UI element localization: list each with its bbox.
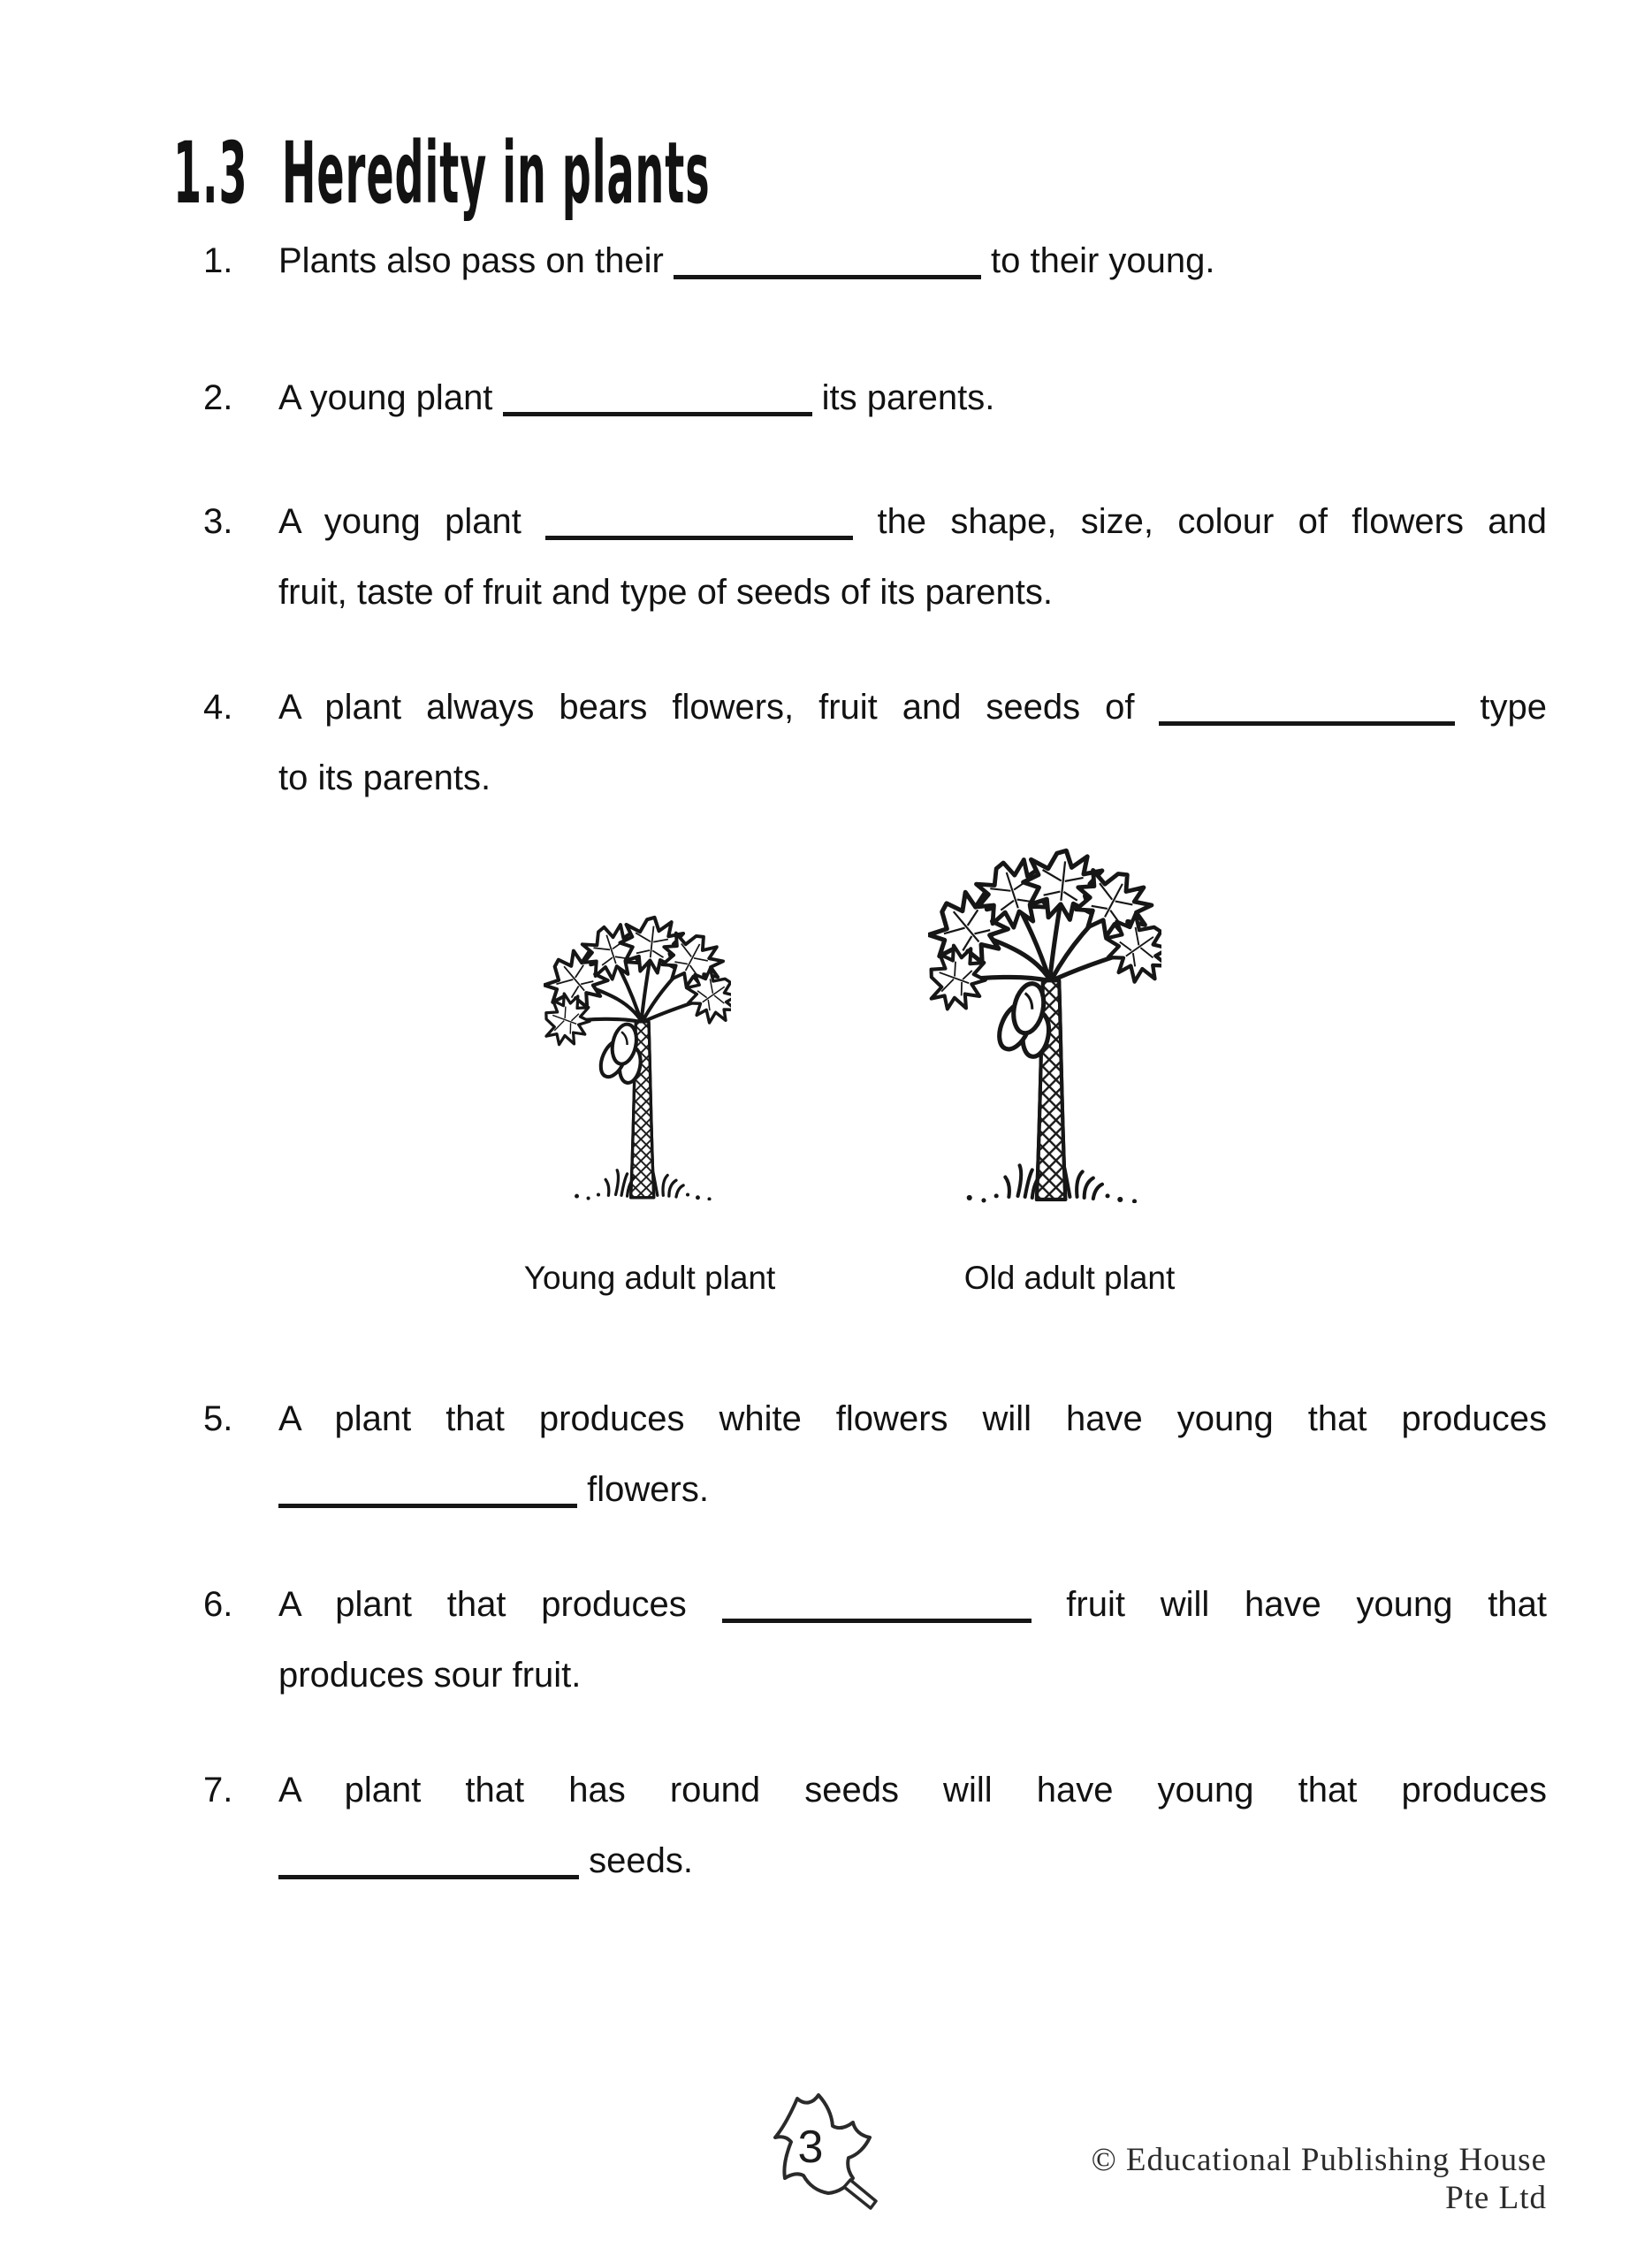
question-4 bbox=[203, 672, 1564, 813]
question-line bbox=[278, 1825, 1547, 1896]
question-text: its parents. bbox=[811, 378, 995, 417]
section-number: 1.3 bbox=[173, 124, 248, 223]
young-plant-illustration bbox=[544, 912, 731, 1200]
question-text: the shape, size, colour of flowers and bbox=[853, 502, 1548, 541]
question-number: 4. bbox=[203, 688, 233, 727]
question-number: 7. bbox=[203, 1771, 233, 1810]
question-line bbox=[278, 557, 1547, 628]
question-line bbox=[278, 225, 1547, 296]
question-6 bbox=[203, 1569, 1564, 1711]
question-text: seeds. bbox=[579, 1841, 693, 1880]
question-text: to their young. bbox=[980, 241, 1215, 280]
question-text: A plant always bears flowers, fruit and seeds of bbox=[278, 688, 1160, 727]
question-3 bbox=[203, 486, 1564, 628]
answer-blank[interactable] bbox=[1159, 691, 1455, 726]
question-line bbox=[278, 1569, 1547, 1640]
question-text: produces sour fruit. bbox=[278, 1656, 582, 1695]
question-line bbox=[278, 672, 1547, 743]
answer-blank[interactable] bbox=[722, 1589, 1032, 1623]
question-line bbox=[278, 1454, 1547, 1525]
question-number: 3. bbox=[203, 502, 233, 541]
question-text: fruit, taste of fruit and type of seeds of its parents. bbox=[278, 573, 1054, 612]
question-2 bbox=[203, 362, 1564, 433]
copyright-text: © Educational Publishing House Pte Ltd bbox=[1091, 2142, 1547, 2216]
answer-blank[interactable] bbox=[545, 506, 853, 540]
question-text: A plant that has round seeds will have young that produces bbox=[278, 1771, 1547, 1810]
answer-blank[interactable] bbox=[278, 1845, 579, 1879]
question-text: A plant that produces bbox=[278, 1585, 722, 1624]
question-line bbox=[278, 486, 1547, 557]
answer-blank[interactable] bbox=[278, 1474, 577, 1508]
answer-blank[interactable] bbox=[674, 245, 981, 279]
question-text: flowers. bbox=[577, 1470, 709, 1509]
question-text: type bbox=[1455, 688, 1547, 727]
question-number: 2. bbox=[203, 378, 233, 417]
old-plant-illustration bbox=[928, 844, 1161, 1203]
answer-blank[interactable] bbox=[503, 382, 812, 416]
question-text: A young plant bbox=[278, 502, 546, 541]
question-text-block bbox=[278, 486, 1547, 628]
page-number: 3 bbox=[797, 2122, 824, 2173]
question-line bbox=[278, 743, 1547, 813]
question-text-block bbox=[278, 225, 1547, 296]
question-line bbox=[278, 362, 1547, 433]
question-text-block bbox=[278, 672, 1547, 813]
question-number: 6. bbox=[203, 1585, 233, 1624]
section-title-text: Heredity in plants bbox=[281, 124, 711, 223]
question-text: to its parents. bbox=[278, 758, 491, 797]
question-text-block bbox=[278, 362, 1547, 433]
question-line bbox=[278, 1640, 1547, 1711]
question-text: A plant that produces white flowers will have young that produces bbox=[278, 1399, 1547, 1438]
page-number-leaf bbox=[758, 2086, 891, 2219]
section-title bbox=[173, 124, 711, 223]
question-text-block bbox=[278, 1755, 1547, 1896]
question-text-block bbox=[278, 1383, 1547, 1525]
question-number: 1. bbox=[203, 241, 233, 280]
question-line bbox=[278, 1755, 1547, 1825]
question-text-block bbox=[278, 1569, 1547, 1711]
question-text: fruit will have young that bbox=[1031, 1585, 1548, 1624]
question-7 bbox=[203, 1755, 1564, 1896]
question-text: A young plant bbox=[278, 378, 503, 417]
young-plant-caption: Young adult plant bbox=[523, 1260, 776, 1296]
question-text: Plants also pass on their bbox=[278, 241, 674, 280]
question-1 bbox=[203, 225, 1564, 296]
question-number: 5. bbox=[203, 1399, 233, 1438]
old-plant-caption: Old adult plant bbox=[963, 1260, 1176, 1296]
question-line bbox=[278, 1383, 1547, 1454]
question-5 bbox=[203, 1383, 1564, 1525]
